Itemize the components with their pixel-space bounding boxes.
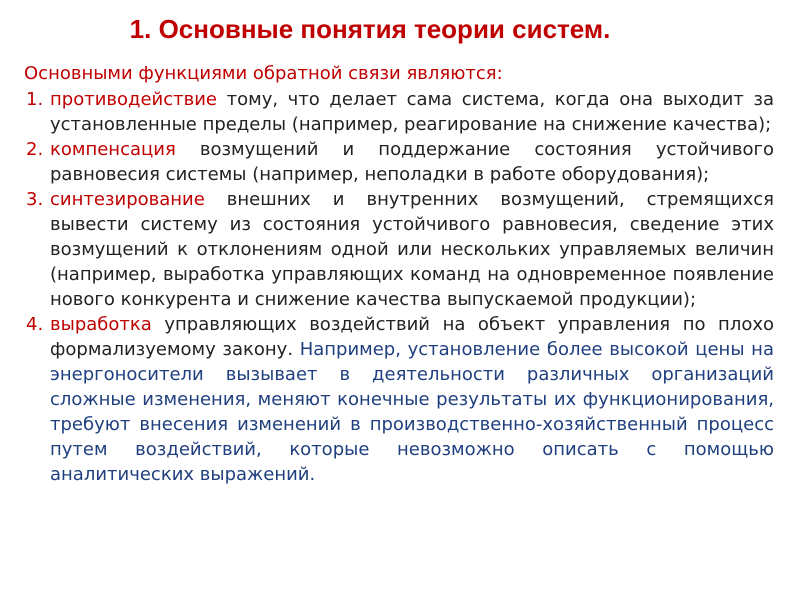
item-term: синтезирование [50,189,205,210]
item-text: управляющих воздействий на объект управления по плохо формализуемому закону. [50,314,774,360]
item-term: компенсация [50,139,176,160]
list-item-3 [24,187,774,312]
item-number: 2. [26,139,44,160]
item-term: противодействие [50,89,217,110]
item-text: внешних и внутренних возмущений, стремящихся вывести систему из состояния устойчивого равновесия, сведение этих возмущений к отклонениям одной или нескольких управляемых величин (например, выработка управляющих команд на одновременное появление нового конкурента и снижение качества выпускаемой продукции); [50,189,774,310]
item-example-text: Например, установление более высокой цены на энергоносители вызывает в деятельности различных организаций сложные изменения, меняют конечные результаты их функционирования, требуют внесения изменений в производственно-хозяйственный процесс путем воздействий, которые невозможно описать с помощью аналитических выражений. [50,339,774,485]
item-text: возмущений и поддержание состояния устойчивого равновесия системы (например, неполадки в работе оборудования); [50,139,774,185]
intro-text: Основными функциями обратной связи являются: [24,63,503,84]
item-number: 1. [26,89,44,110]
item-term: выработка [50,314,152,335]
list-item-4 [24,312,774,487]
item-number: 4. [26,314,44,335]
list-item-2 [24,137,774,187]
slide-title: 1. Основные понятия теории систем. [129,14,611,44]
slide-content [24,61,774,487]
item-text: тому, что делает сама система, когда она выходит за установленные пределы (например, реагирование на снижение качества); [50,89,774,135]
list-item-1 [24,87,774,137]
item-number: 3. [26,189,44,210]
